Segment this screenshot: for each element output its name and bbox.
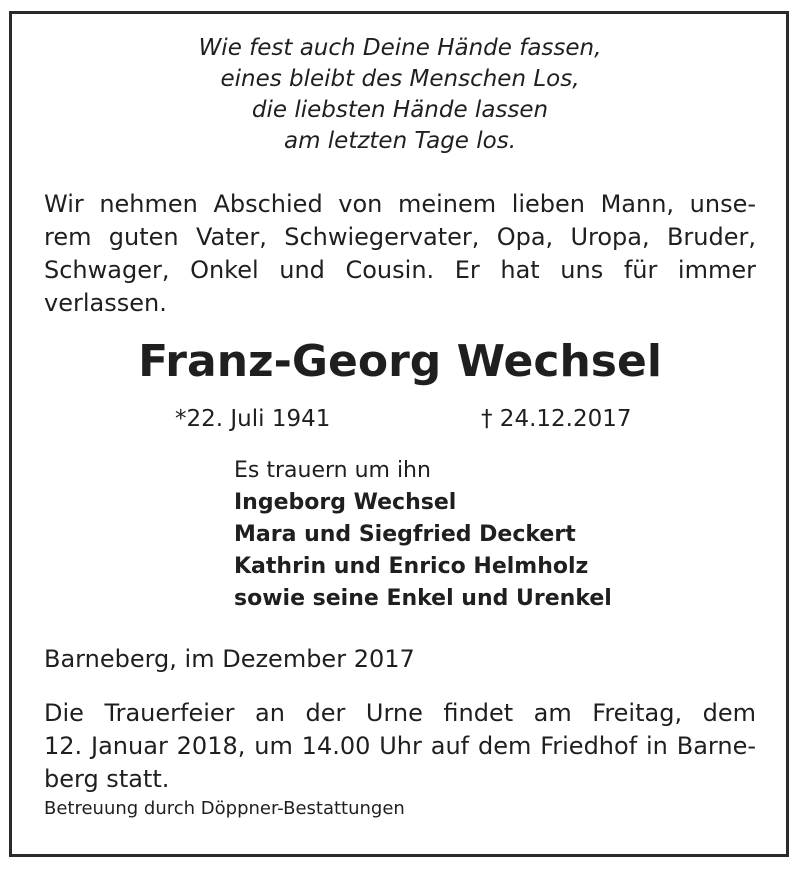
place-date: Barneberg, im Dezember 2017 — [44, 645, 415, 673]
intro-line: verlassen. — [44, 289, 167, 317]
mourner-name: sowie seine Enkel und Urenkel — [234, 586, 612, 611]
death-date: † 24.12.2017 — [481, 406, 632, 432]
ceremony-line: berg statt. — [44, 765, 170, 793]
mourner-name: Ingeborg Wechsel — [234, 490, 457, 515]
poem-line: die liebsten Hände lassen — [251, 97, 549, 123]
poem — [0, 33, 800, 157]
mourner-name: Kathrin und Enrico Helmholz — [234, 554, 589, 579]
mourners-heading: Es trauern um ihn — [234, 458, 431, 483]
ceremony-line: Die Trauerfeier an der Urne findet am Freitag, dem — [44, 699, 756, 727]
poem-line: eines bleibt des Menschen Los, — [220, 66, 580, 92]
birth-date: *22. Juli 1941 — [175, 406, 331, 432]
intro-text — [44, 188, 756, 320]
intro-line: Schwager, Onkel und Cousin. Er hat uns für immer — [44, 256, 756, 284]
intro-line: Wir nehmen Abschied von meinem lieben Mann, unse- — [44, 190, 756, 218]
undertaker-credit: Betreuung durch Döppner-Bestattungen — [44, 798, 405, 819]
poem-line: Wie fest auch Deine Hände fassen, — [198, 35, 602, 61]
ceremony-text — [44, 697, 756, 796]
ceremony-line: 12. Januar 2018, um 14.00 Uhr auf dem Friedhof in Barne- — [44, 732, 756, 760]
intro-line: rem guten Vater, Schwiegervater, Opa, Uropa, Bruder, — [44, 223, 756, 251]
mourner-name: Mara und Siegfried Deckert — [234, 522, 576, 547]
mourners-list — [234, 455, 612, 615]
poem-line: am letzten Tage los. — [283, 128, 517, 154]
deceased-name: Franz-Georg Wechsel — [138, 336, 662, 387]
